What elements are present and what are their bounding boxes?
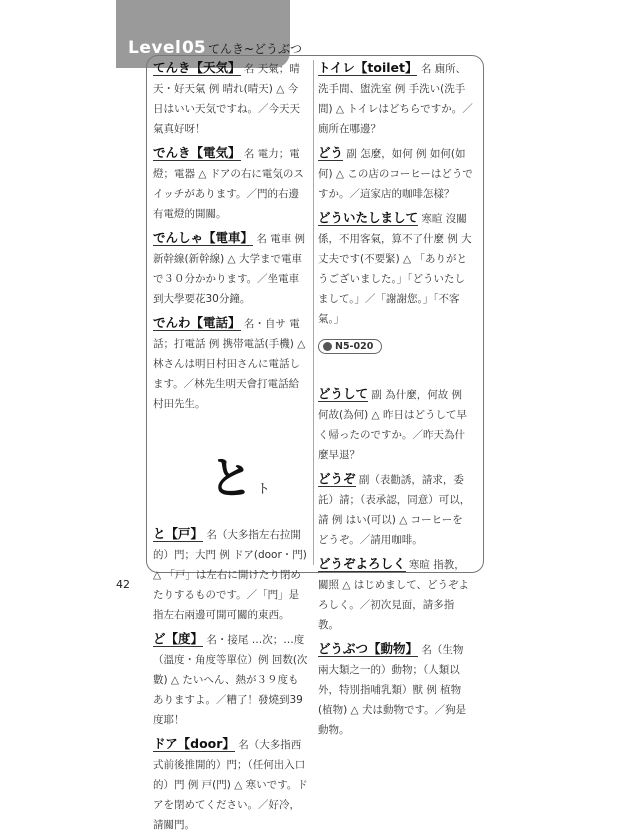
entry-text: 名 電車 例 新幹線(新幹線) △ 大学まで電車で３０分かかります。／坐電車到大學要花30分鐘。 xyxy=(153,233,306,305)
audio-icon xyxy=(323,342,332,351)
right-column xyxy=(318,58,473,744)
entry-text: 名（大多指左右拉開的）門；大門 例 ドア(door・門) △ 「戸」は左右に開けたり閉めたりするものです。／「門」是指左右兩邊可開可關的東西。 xyxy=(153,529,307,621)
headword: でんき【電気】 xyxy=(153,145,241,160)
section-kana: と xyxy=(209,453,253,504)
entry-text: 副（表勸誘，請求，委託）請；（表承認，同意）可以，請 例 はい(可以) △ コーヒーをどうぞ。／請用咖啡。 xyxy=(318,474,471,546)
entry-text: 名・自サ 電話；打電話 例 携帯電話(手機) △ 林さんは明日村田さんに電話します。／林先生明天會打電話給村田先生。 xyxy=(153,318,306,410)
level-label: Level xyxy=(128,38,182,58)
entry-to xyxy=(153,524,308,625)
entry-text: 名・接尾 …次；…度（溫度・角度等單位）例 回数(次數) △ たいへん、熱が３９度もありますよ。／糟了！發燒到39度耶！ xyxy=(153,634,308,726)
entry-text: 寒暄 指教，關照 △ はじめまして、どうぞよろしく。／初次見面，請多指教。 xyxy=(318,559,470,631)
entry-text: 名（生物兩大類之一的）動物；（人類以外，特別指哺乳類）獸 例 植物(植物) △ 犬は動物です。／狗是動物。 xyxy=(318,644,467,736)
headword: ど【度】 xyxy=(153,631,204,646)
headword: てんき【天気】 xyxy=(153,60,241,75)
entry-douzoyoroshiku xyxy=(318,554,473,635)
entry-doubutsu xyxy=(318,639,473,740)
entry-tenki xyxy=(153,58,308,139)
headword: どういたしまして xyxy=(318,210,419,225)
column-divider xyxy=(313,60,314,565)
headword: どうぞ xyxy=(318,471,356,486)
entry-text: 副 為什麼，何故 例 何故(為何) △ 昨日はどうして早く帰ったのですか。／昨天為什麼早退？ xyxy=(318,389,467,461)
entry-denki xyxy=(153,143,308,224)
audio-track-badge xyxy=(318,339,382,354)
headword: どうぶつ【動物】 xyxy=(318,641,419,656)
header-range: てんき~どうぶつ xyxy=(208,42,303,56)
headword: どうして xyxy=(318,386,369,401)
headword: でんしゃ【電車】 xyxy=(153,230,254,245)
section-katakana: ト xyxy=(257,482,271,497)
headword: どう xyxy=(318,145,344,160)
audio-track-label: N5-020 xyxy=(335,341,374,352)
entry-denwa xyxy=(153,313,308,414)
entry-douzo xyxy=(318,469,473,550)
entry-douitashimashite xyxy=(318,208,473,329)
headword: トイレ【toilet】 xyxy=(318,60,418,75)
headword: でんわ【電話】 xyxy=(153,315,241,330)
headword: と【戸】 xyxy=(153,526,204,541)
page-number: 42 xyxy=(116,578,130,591)
left-column xyxy=(153,58,308,839)
entry-text: 副 怎麼，如何 例 如何(如何) △ この店のコーヒーはどうですか。／這家店的咖啡怎樣？ xyxy=(318,148,473,200)
entry-text: 名 電力；電燈；電器 △ ドアの右に電気のスイッチがあります。／門的右邊有電燈的開關。 xyxy=(153,148,304,220)
entry-doushite xyxy=(318,384,473,465)
entry-text: 名 天氣；晴天・好天氣 例 晴れ(晴天) △ 今日はいい天気ですね。／今天天氣真好呀！ xyxy=(153,63,300,135)
entry-door xyxy=(153,734,308,835)
entry-toilet xyxy=(318,58,473,139)
headword: どうぞよろしく xyxy=(318,556,406,571)
entry-do xyxy=(153,629,308,730)
entry-dou xyxy=(318,143,473,204)
entry-text: 名 廁所、洗手間、盥洗室 例 手洗い(洗手間) △ トイレはどちらですか。／廁所在哪邊？ xyxy=(318,63,473,135)
headword: ドア【door】 xyxy=(153,736,235,751)
section-heading xyxy=(209,442,308,506)
entry-text: 寒暄 沒關係，不用客氣，算不了什麼 例 大丈夫です(不要緊) △ 「ありがとうございました。」「どういたしまして。」／「謝謝您。」「不客氣。」 xyxy=(318,213,472,325)
entry-densha xyxy=(153,228,308,309)
entry-text: 名（大多指西式前後推開的）門；（任何出入口的）門 例 戸(門) △ 寒いです。ドアを閉めてください。／好冷，請關門。 xyxy=(153,739,308,831)
level-number: 05 xyxy=(182,38,206,58)
